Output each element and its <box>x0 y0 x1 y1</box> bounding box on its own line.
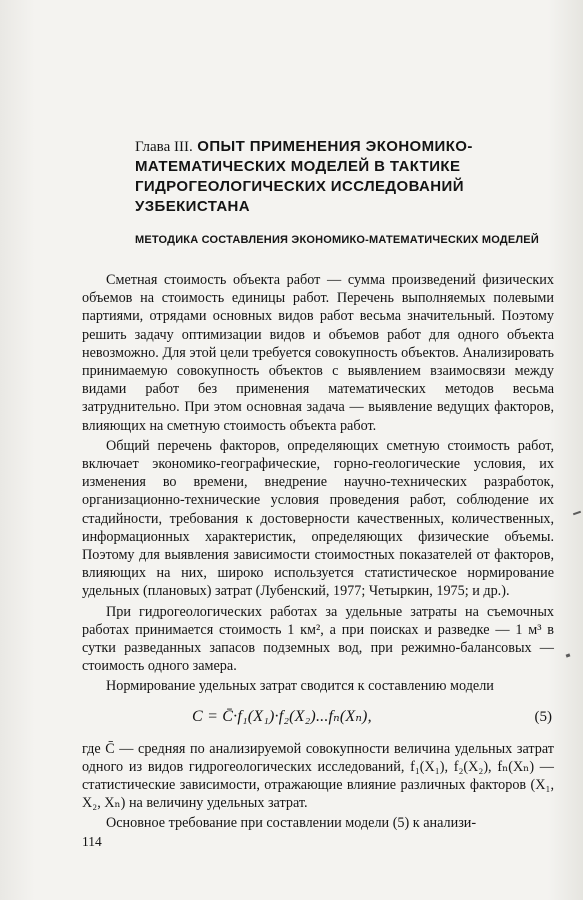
formula: C = C̄·f₁(X₁)·f₂(X₂)...fₙ(Xₙ), <box>192 707 372 725</box>
paragraph-1: Сметная стоимость объекта работ — сумма произведений физических объемов на стоимость единицы работ. Перечень выполняемых полевыми партиями, отрядами основных видов работ весьма значительный. Поэтому решить задачу оптимизации видов и объемов работ для одного объекта невозможно. Для этой цели требуется совокупность объектов. Анализировать принимаемую совокупность объектов с выявлением взаимосвязи между видами работ без применения математических методов весьма затруднительно. При этом основная задача — выявление ведущих факторов, влияющих на сметную стоимость объекта работ. <box>82 272 554 434</box>
chapter-number: Глава III. <box>135 139 193 155</box>
page-number: 114 <box>82 834 102 849</box>
print-mark <box>573 511 581 516</box>
paragraph-3: При гидрогеологических работах за удельные затраты на съемочных работах принимается стоимость 1 км², а при поисках и разведке — 1 м³ в сутки разведанных запасов подземных вод, при режимно-балансовых — стоимость одного замера. <box>82 603 554 675</box>
print-mark <box>566 653 571 657</box>
formula-explanation: где C̄ — средняя по анализируемой совокупности величина удельных затрат одного из видов гидрогеологических исследований, f₁(X₁), f₂(X₂), fₙ(Xₙ) — статистические зависимости, отражающие влияние различных факторов (X₁, X₂, Xₙ) на величину удельных затрат. <box>82 740 554 812</box>
chapter-heading <box>135 137 535 217</box>
paragraph-4: Нормирование удельных затрат сводится к составлению модели <box>106 678 494 695</box>
formula-row <box>82 702 554 736</box>
paragraph-2: Общий перечень факторов, определяющих сметную стоимость работ, включает экономико-географические, горно-геологические условия, их изменения во времени, внедрение научно-технических разработок, организационно-технические условия проведения работ, соблюдение их стадийности, требования к достоверности качественных, количественных, информационных характеристик, определяющих физические объемы. Поэтому для выявления зависимости стоимостных показателей от факторов, влияющих на них, широко используется статистическое нормирование удельных (плановых) затрат (Лубенский, 1977; Четыркин, 1975; и др.). <box>82 437 554 600</box>
formula-number: (5) <box>534 708 552 725</box>
section-title: МЕТОДИКА СОСТАВЛЕНИЯ ЭКОНОМИКО-МАТЕМАТИЧЕСКИХ МОДЕЛЕЙ <box>135 234 539 246</box>
body-text <box>82 271 554 833</box>
paragraph-last: Основное требование при составлении модели (5) к анализи- <box>106 815 477 832</box>
chapter-title: ОПЫТ ПРИМЕНЕНИЯ ЭКОНОМИКО-МАТЕМАТИЧЕСКИХ МОДЕЛЕЙ В ТАКТИКЕ ГИДРОГЕОЛОГИЧЕСКИХ ИССЛЕДОВАНИЙ УЗБЕКИСТАНА <box>135 138 473 215</box>
